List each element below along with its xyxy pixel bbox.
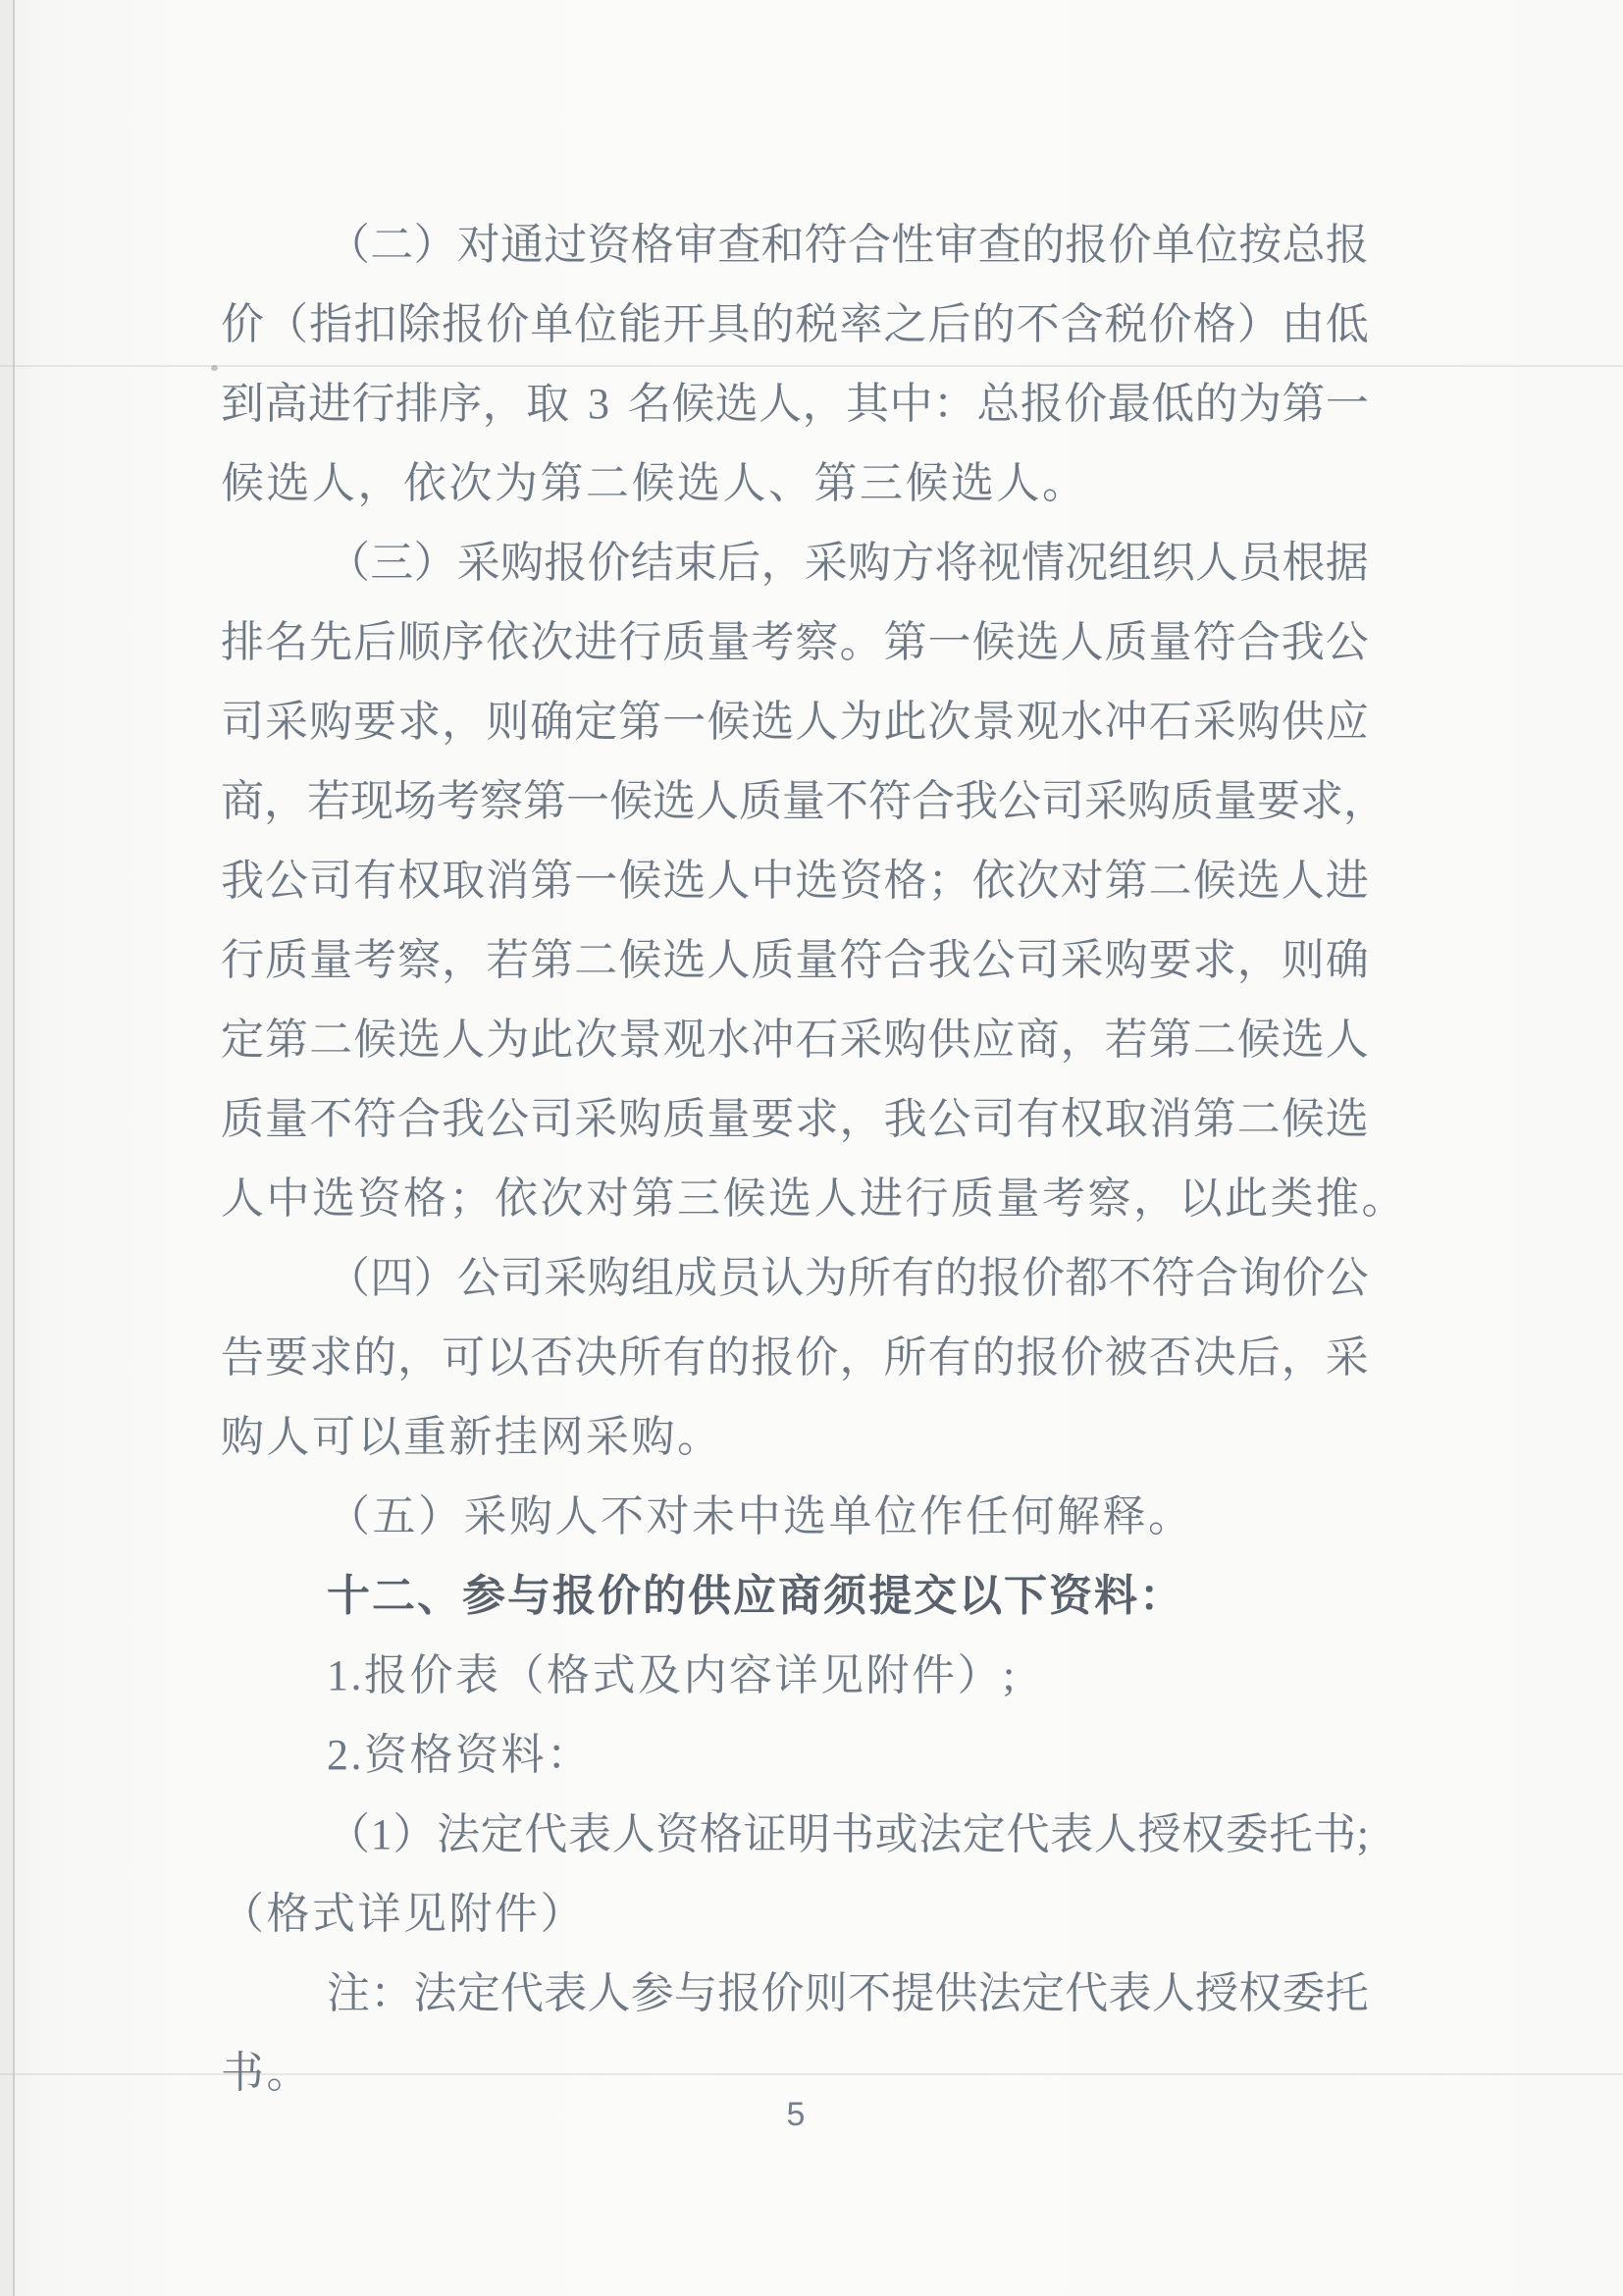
scan-speck	[211, 365, 218, 371]
text-line: （ 三 ） 采 购 报 价 结 束 后 ， 采 购 方 将 视 情 况 组 织 人 员 根 据	[327, 539, 1369, 587]
heading-line: 十二、参与报价的供应商须提交以下资料：	[327, 1572, 1184, 1620]
text-line: （ 四 ） 公 司 采 购 组 成 员 认 为 所 有 的 报 价 都 不 符 合 询 价 公	[327, 1254, 1369, 1302]
text-line: 定 第 二 候 选 人 为 此 次 景 观 水 冲 石 采 购 供 应 商 ， 若 第 二 候 选 人	[221, 1016, 1369, 1064]
scan-edge-line	[13, 0, 15, 2296]
text-line: 商 ， 若 现 场 考 察 第 一 候 选 人 质 量 不 符 合 我 公 司 采 购 质 量 要 求 ，	[221, 777, 1387, 825]
text-line: 书。	[221, 2049, 312, 2097]
text-line: 行 质 量 考 察 ， 若 第 二 候 选 人 质 量 符 合 我 公 司 采 购 要 求 ， 则 确	[221, 936, 1369, 984]
text-line: 我 公 司 有 权 取 消 第 一 候 选 人 中 选 资 格 ； 依 次 对 第 二 候 选 人 进	[221, 857, 1369, 905]
text-line: 1.报价表（格式及内容详见附件）;	[327, 1651, 1018, 1699]
text-line: 2.资格资料：	[327, 1731, 593, 1779]
text-line: 人中选资格；依次对第三候选人进行质量考察，以此类推。	[221, 1174, 1407, 1223]
text-line: 购人可以重新挂网采购。	[221, 1413, 723, 1461]
text-line: 候选人，依次为第二候选人、第三候选人。	[221, 459, 1088, 507]
text-line: 告 要 求 的 ， 可 以 否 决 所 有 的 报 价 ， 所 有 的 报 价 被 否 决 后 ， 采	[221, 1333, 1369, 1382]
text-line: 到 高 进 行 排 序 ， 取 3 名 候 选 人 ， 其 中 ： 总 报 价 最 低 的 为 第 一	[221, 380, 1369, 428]
text-line: 质 量 不 符 合 我 公 司 采 购 质 量 要 求 ， 我 公 司 有 权 取 消 第 二 候 选	[221, 1095, 1369, 1143]
text-line: （五）采购人不对未中选单位作任何解释。	[327, 1492, 1194, 1540]
text-line: 注 ： 法 定 代 表 人 参 与 报 价 则 不 提 供 法 定 代 表 人 授 权 委 托	[327, 1969, 1369, 2017]
text-line: 价 （ 指 扣 除 报 价 单 位 能 开 具 的 税 率 之 后 的 不 含 税 价 格 ） 由 低	[221, 300, 1369, 348]
text-line: （格式详见附件）	[221, 1890, 586, 1938]
text-line: （ 二 ） 对 通 过 资 格 审 查 和 符 合 性 审 查 的 报 价 单 位 按 总 报	[327, 221, 1369, 269]
text-block	[221, 205, 1407, 2113]
text-line: （ 1 ） 法 定 代 表 人 资 格 证 明 书 或 法 定 代 表 人 授 权 委 托 书 ;	[327, 1810, 1369, 1858]
page-number: 5	[786, 2096, 806, 2133]
text-line: 排 名 先 后 顺 序 依 次 进 行 质 量 考 察 。 第 一 候 选 人 质 量 符 合 我 公	[221, 618, 1369, 666]
text-line: 司 采 购 要 求 ， 则 确 定 第 一 候 选 人 为 此 次 景 观 水 冲 石 采 购 供 应	[221, 698, 1369, 746]
